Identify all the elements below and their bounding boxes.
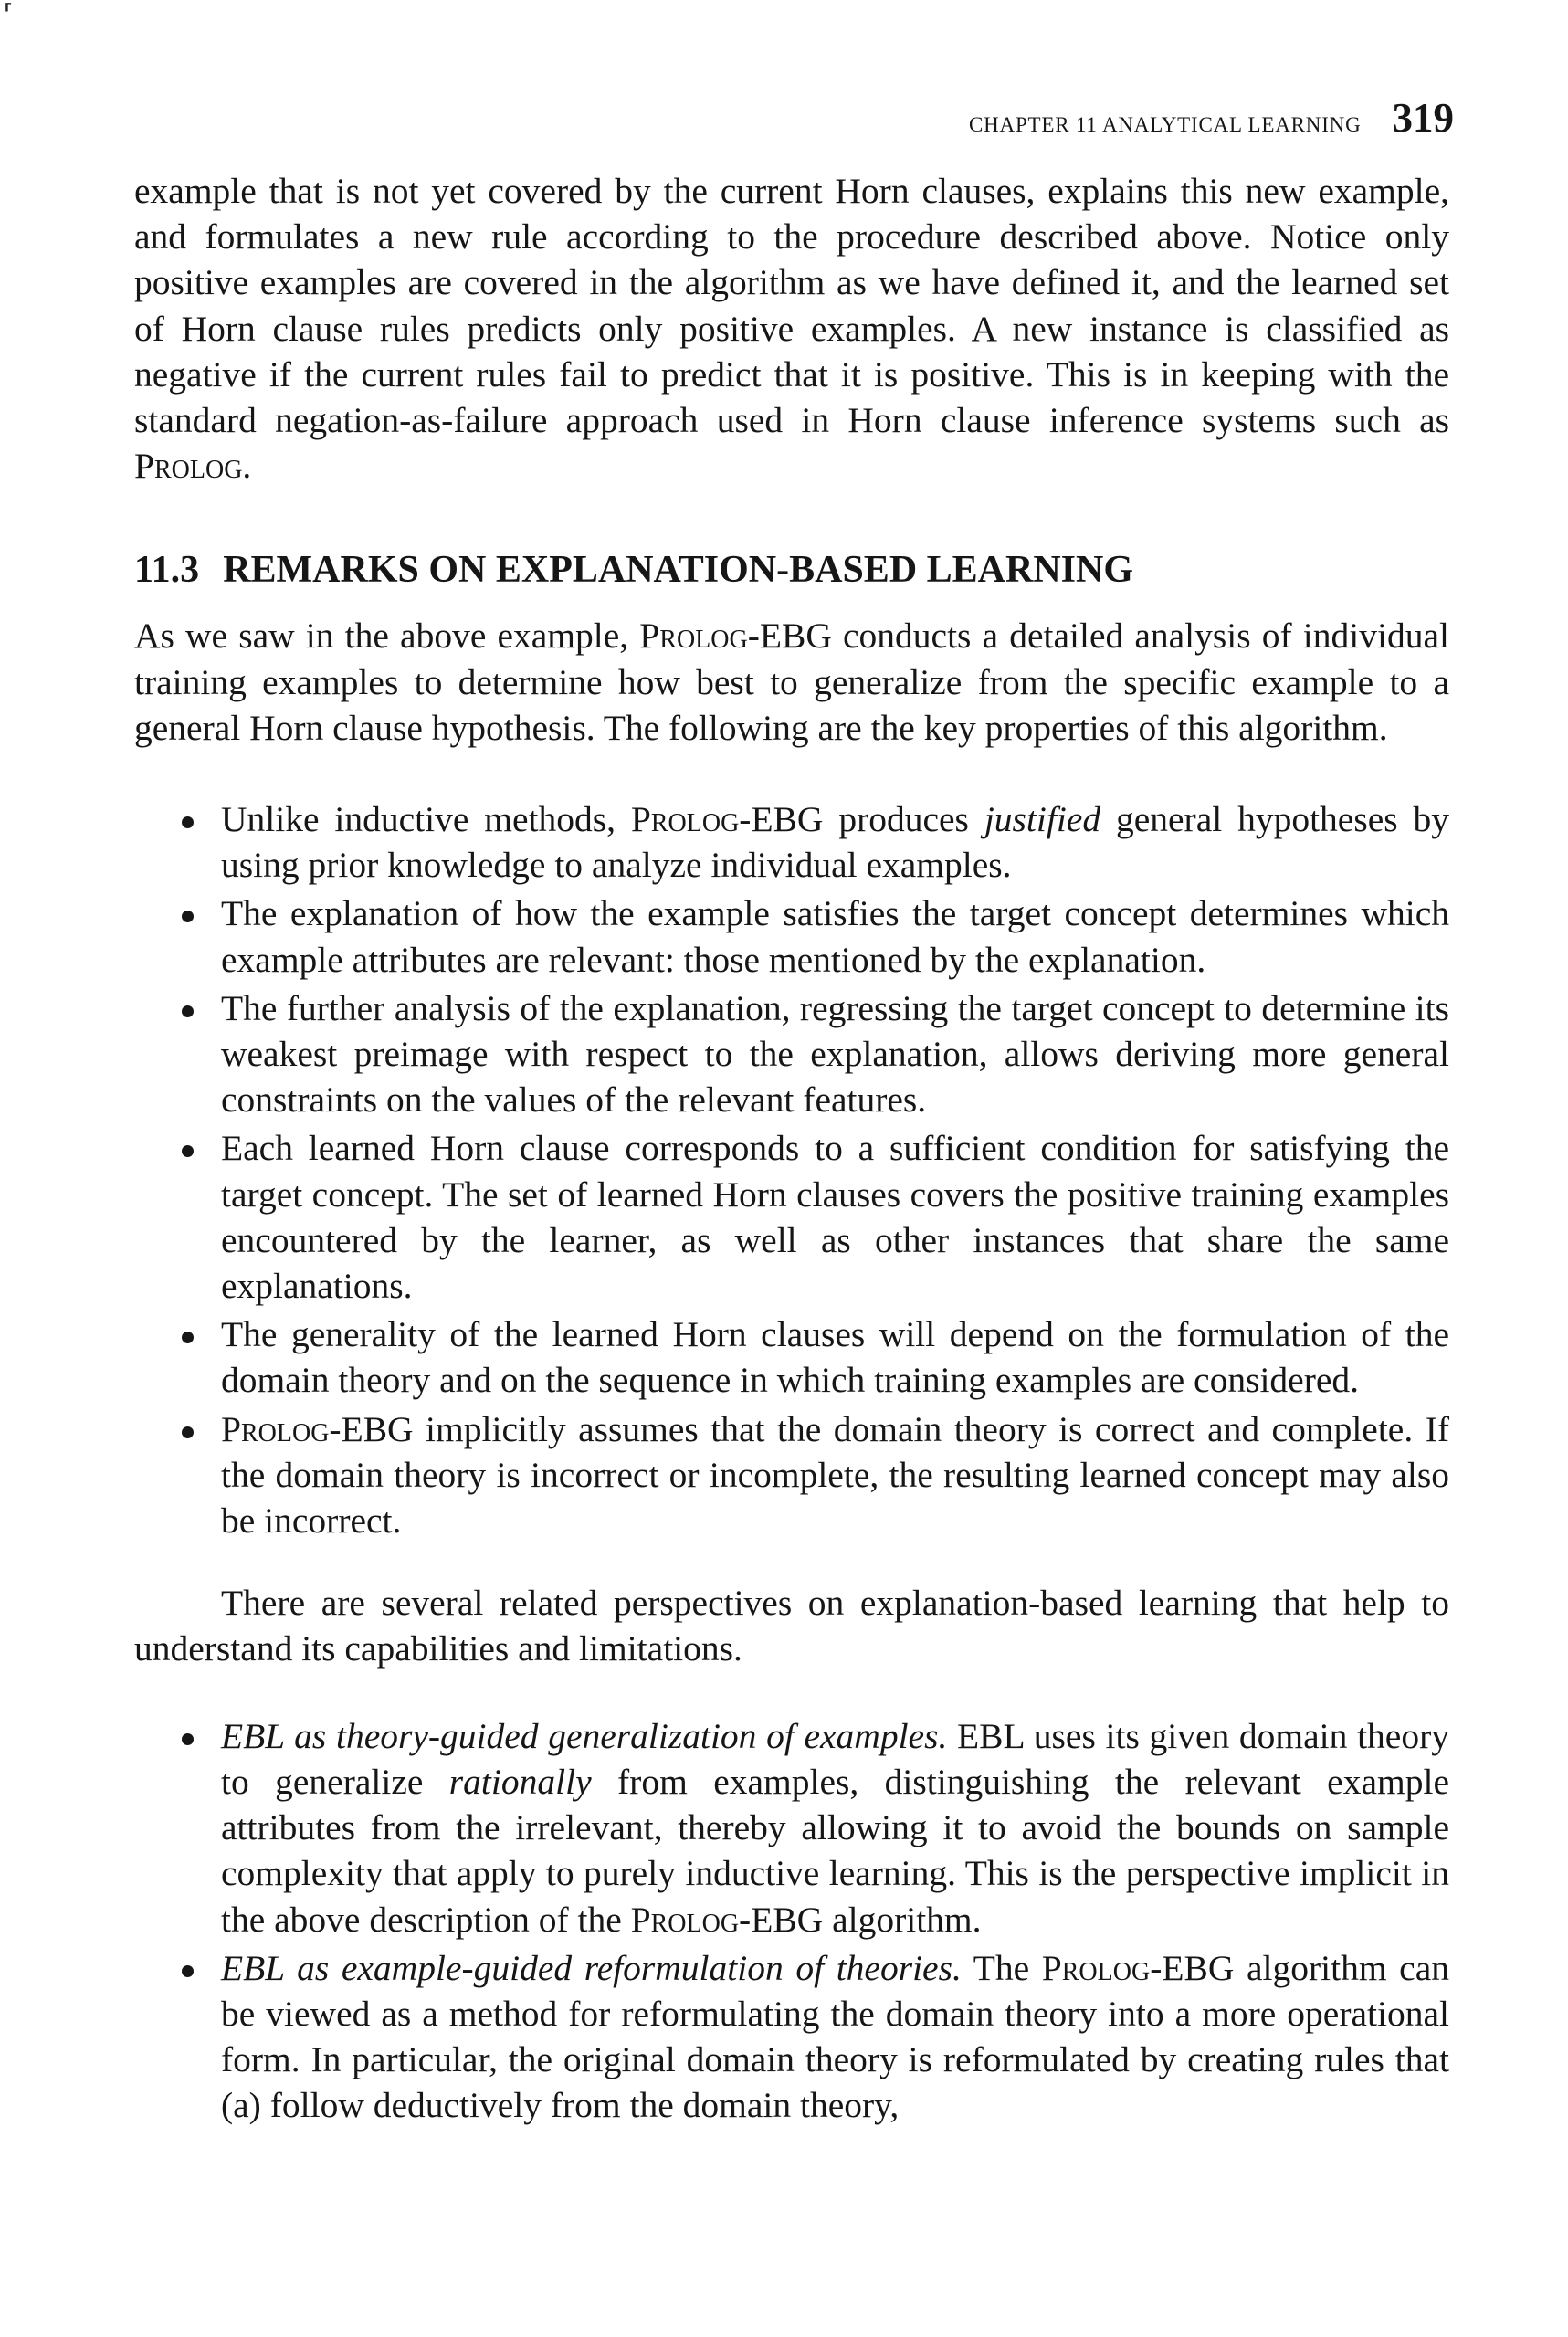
page-body [134, 168, 1449, 2132]
perspectives-list [134, 1713, 1449, 2129]
running-head-text: CHAPTER 11 ANALYTICAL LEARNING [969, 113, 1362, 136]
scan-corner-mark: ⸢ [4, 0, 14, 26]
list-item: EBL as theory-guided generalization of examples. EBL uses its given domain theory to generalize rationally from examples, distinguishing the relevant example attributes from the irrelevant, thereby allowing it to avoid the bounds on sample complexity that apply to purely inductive learning. This is the perspective implicit in the above description of the Prolog-EBG algorithm. [134, 1713, 1449, 1942]
paragraph-perspectives: There are several related perspectives on explanation-based learning that help to understand its capabilities and limitations. [134, 1583, 1449, 1669]
section-number: 11.3 [134, 549, 200, 592]
bullet-icon [182, 1426, 194, 1438]
paragraph-section-intro: As we saw in the above example, Prolog-EBG conducts a detailed analysis of individual training examples to determine how best to generalize from the specific example to a general Horn clause hypothesis. The following are the key properties of this algorithm. [134, 616, 1449, 748]
bullet-icon [182, 1332, 194, 1343]
running-head [969, 94, 1454, 142]
list-item: The further analysis of the explanation, regressing the target concept to determine its weakest preimage with respect to the explanation, allows deriving more general constraints on the values of the relevant features. [134, 985, 1449, 1123]
bullet-icon [182, 1145, 194, 1157]
list-item: The generality of the learned Horn clauses will depend on the formulation of the domain theory and on the sequence in which training examples are considered. [134, 1311, 1449, 1403]
page-number: 319 [1392, 95, 1454, 141]
bullet-icon [182, 816, 194, 828]
bullet-icon [182, 1005, 194, 1017]
list-item: EBL as example-guided reformulation of theories. The Prolog-EBG algorithm can be viewed as a method for reformulating the domain theory into a more operational form. In particular, the original domain theory is reformulated by creating rules that (a) follow deductively from the domain theory, [134, 1945, 1449, 2129]
bullet-icon [182, 911, 194, 922]
section-heading [134, 547, 1449, 593]
prolog-term: Prolog [639, 616, 748, 657]
properties-list [134, 796, 1449, 1543]
bullet-icon [182, 1965, 194, 1977]
bullet-icon [182, 1733, 194, 1745]
list-item: Prolog-EBG implicitly assumes that the domain theory is correct and complete. If the domain theory is incorrect or incomplete, the resulting learned concept may also be incorrect. [134, 1406, 1449, 1544]
list-item: The explanation of how the example satisfies the target concept determines which example attributes are relevant: those mentioned by the explanation. [134, 890, 1449, 982]
list-item: Each learned Horn clause corresponds to a sufficient condition for satisfying the target concept. The set of learned Horn clauses covers the positive training examples encountered by the learner, as well as other instances that share the same explanations. [134, 1125, 1449, 1309]
list-item: Unlike inductive methods, Prolog-EBG produces justified general hypotheses by using prior knowledge to analyze individual examples. [134, 796, 1449, 888]
prolog-term: Prolog [134, 446, 243, 487]
section-title: REMARKS ON EXPLANATION-BASED LEARNING [223, 549, 1134, 592]
paragraph-intro: example that is not yet covered by the current Horn clauses, explains this new example, and formulates a new rule according to the procedure described above. Notice only positive examples are covered in the algorithm as we have defined it, and the learned set of Horn clause rules predicts only positive examples. A new instance is classified as negative if the current rules fail to predict that it is positive. This is in keeping with the standard negation-as-failure approach used in Horn clause inference systems such as Prolog. [134, 171, 1449, 487]
